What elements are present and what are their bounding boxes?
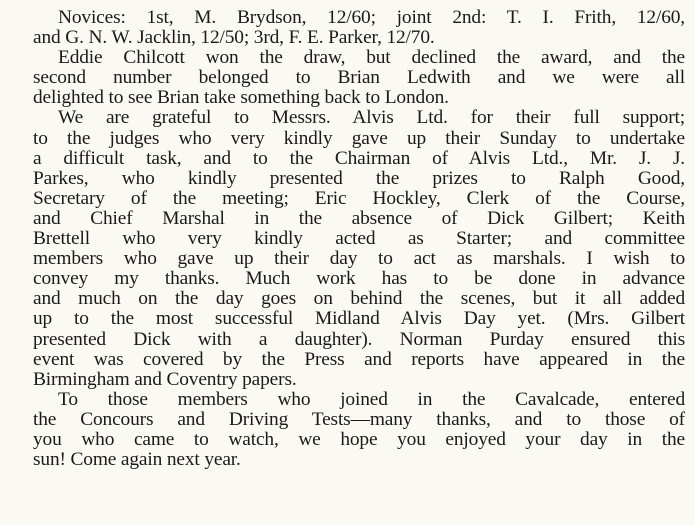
- text-line: convey my thanks. Much work has to be done in advance: [33, 268, 685, 290]
- text-line: and G. N. W. Jacklin, 12/50; 3rd, F. E. Parker, 12/70.: [33, 27, 435, 49]
- text-line: delighted to see Brian take something back to London.: [33, 87, 449, 109]
- text-line: up to the most successful Midland Alvis Day yet. (Mrs. Gilbert: [33, 308, 685, 330]
- text-line: a difficult task, and to the Chairman of Alvis Ltd., Mr. J. J.: [33, 147, 685, 169]
- paragraph-closing: [33, 390, 685, 470]
- text-line: you who came to watch, we hope you enjoyed your day in the: [33, 428, 685, 450]
- text-line: presented Dick with a daughter). Norman Purday ensured this: [33, 328, 685, 350]
- paragraph-thanks: [33, 108, 685, 389]
- text-line: sun! Come again next year.: [33, 449, 241, 471]
- text-line: the Concours and Driving Tests—many thanks, and to those of: [33, 408, 685, 430]
- text-line: We are grateful to Messrs. Alvis Ltd. for their full support;: [58, 107, 685, 129]
- paragraph-novices-results: [33, 8, 685, 48]
- text-line: Parkes, who kindly presented the prizes to Ralph Good,: [33, 167, 685, 189]
- text-line: and Chief Marshal in the absence of Dick Gilbert; Keith: [33, 207, 685, 229]
- text-line: Novices: 1st, M. Brydson, 12/60; joint 2nd: T. I. Frith, 12/60,: [58, 7, 685, 28]
- text-line: To those members who joined in the Cavalcade, entered: [58, 388, 685, 410]
- text-line: members who gave up their day to act as marshals. I wish to: [33, 248, 685, 270]
- text-line: to the judges who very kindly gave up their Sunday to undertake: [33, 127, 685, 149]
- text-line: second number belonged to Brian Ledwith and we were all: [33, 67, 685, 89]
- text-line: Secretary of the meeting; Eric Hockley, Clerk of the Course,: [33, 187, 685, 209]
- paragraph-draw: [33, 48, 685, 108]
- text-line: Birmingham and Coventry papers.: [33, 368, 297, 390]
- text-line: and much on the day goes on behind the scenes, but it all added: [33, 288, 685, 310]
- text-line: Eddie Chilcott won the draw, but declined the award, and the: [58, 47, 685, 69]
- text-line: event was covered by the Press and reports have appeared in the: [33, 348, 685, 370]
- text-line: Brettell who very kindly acted as Starter; and committee: [33, 228, 685, 250]
